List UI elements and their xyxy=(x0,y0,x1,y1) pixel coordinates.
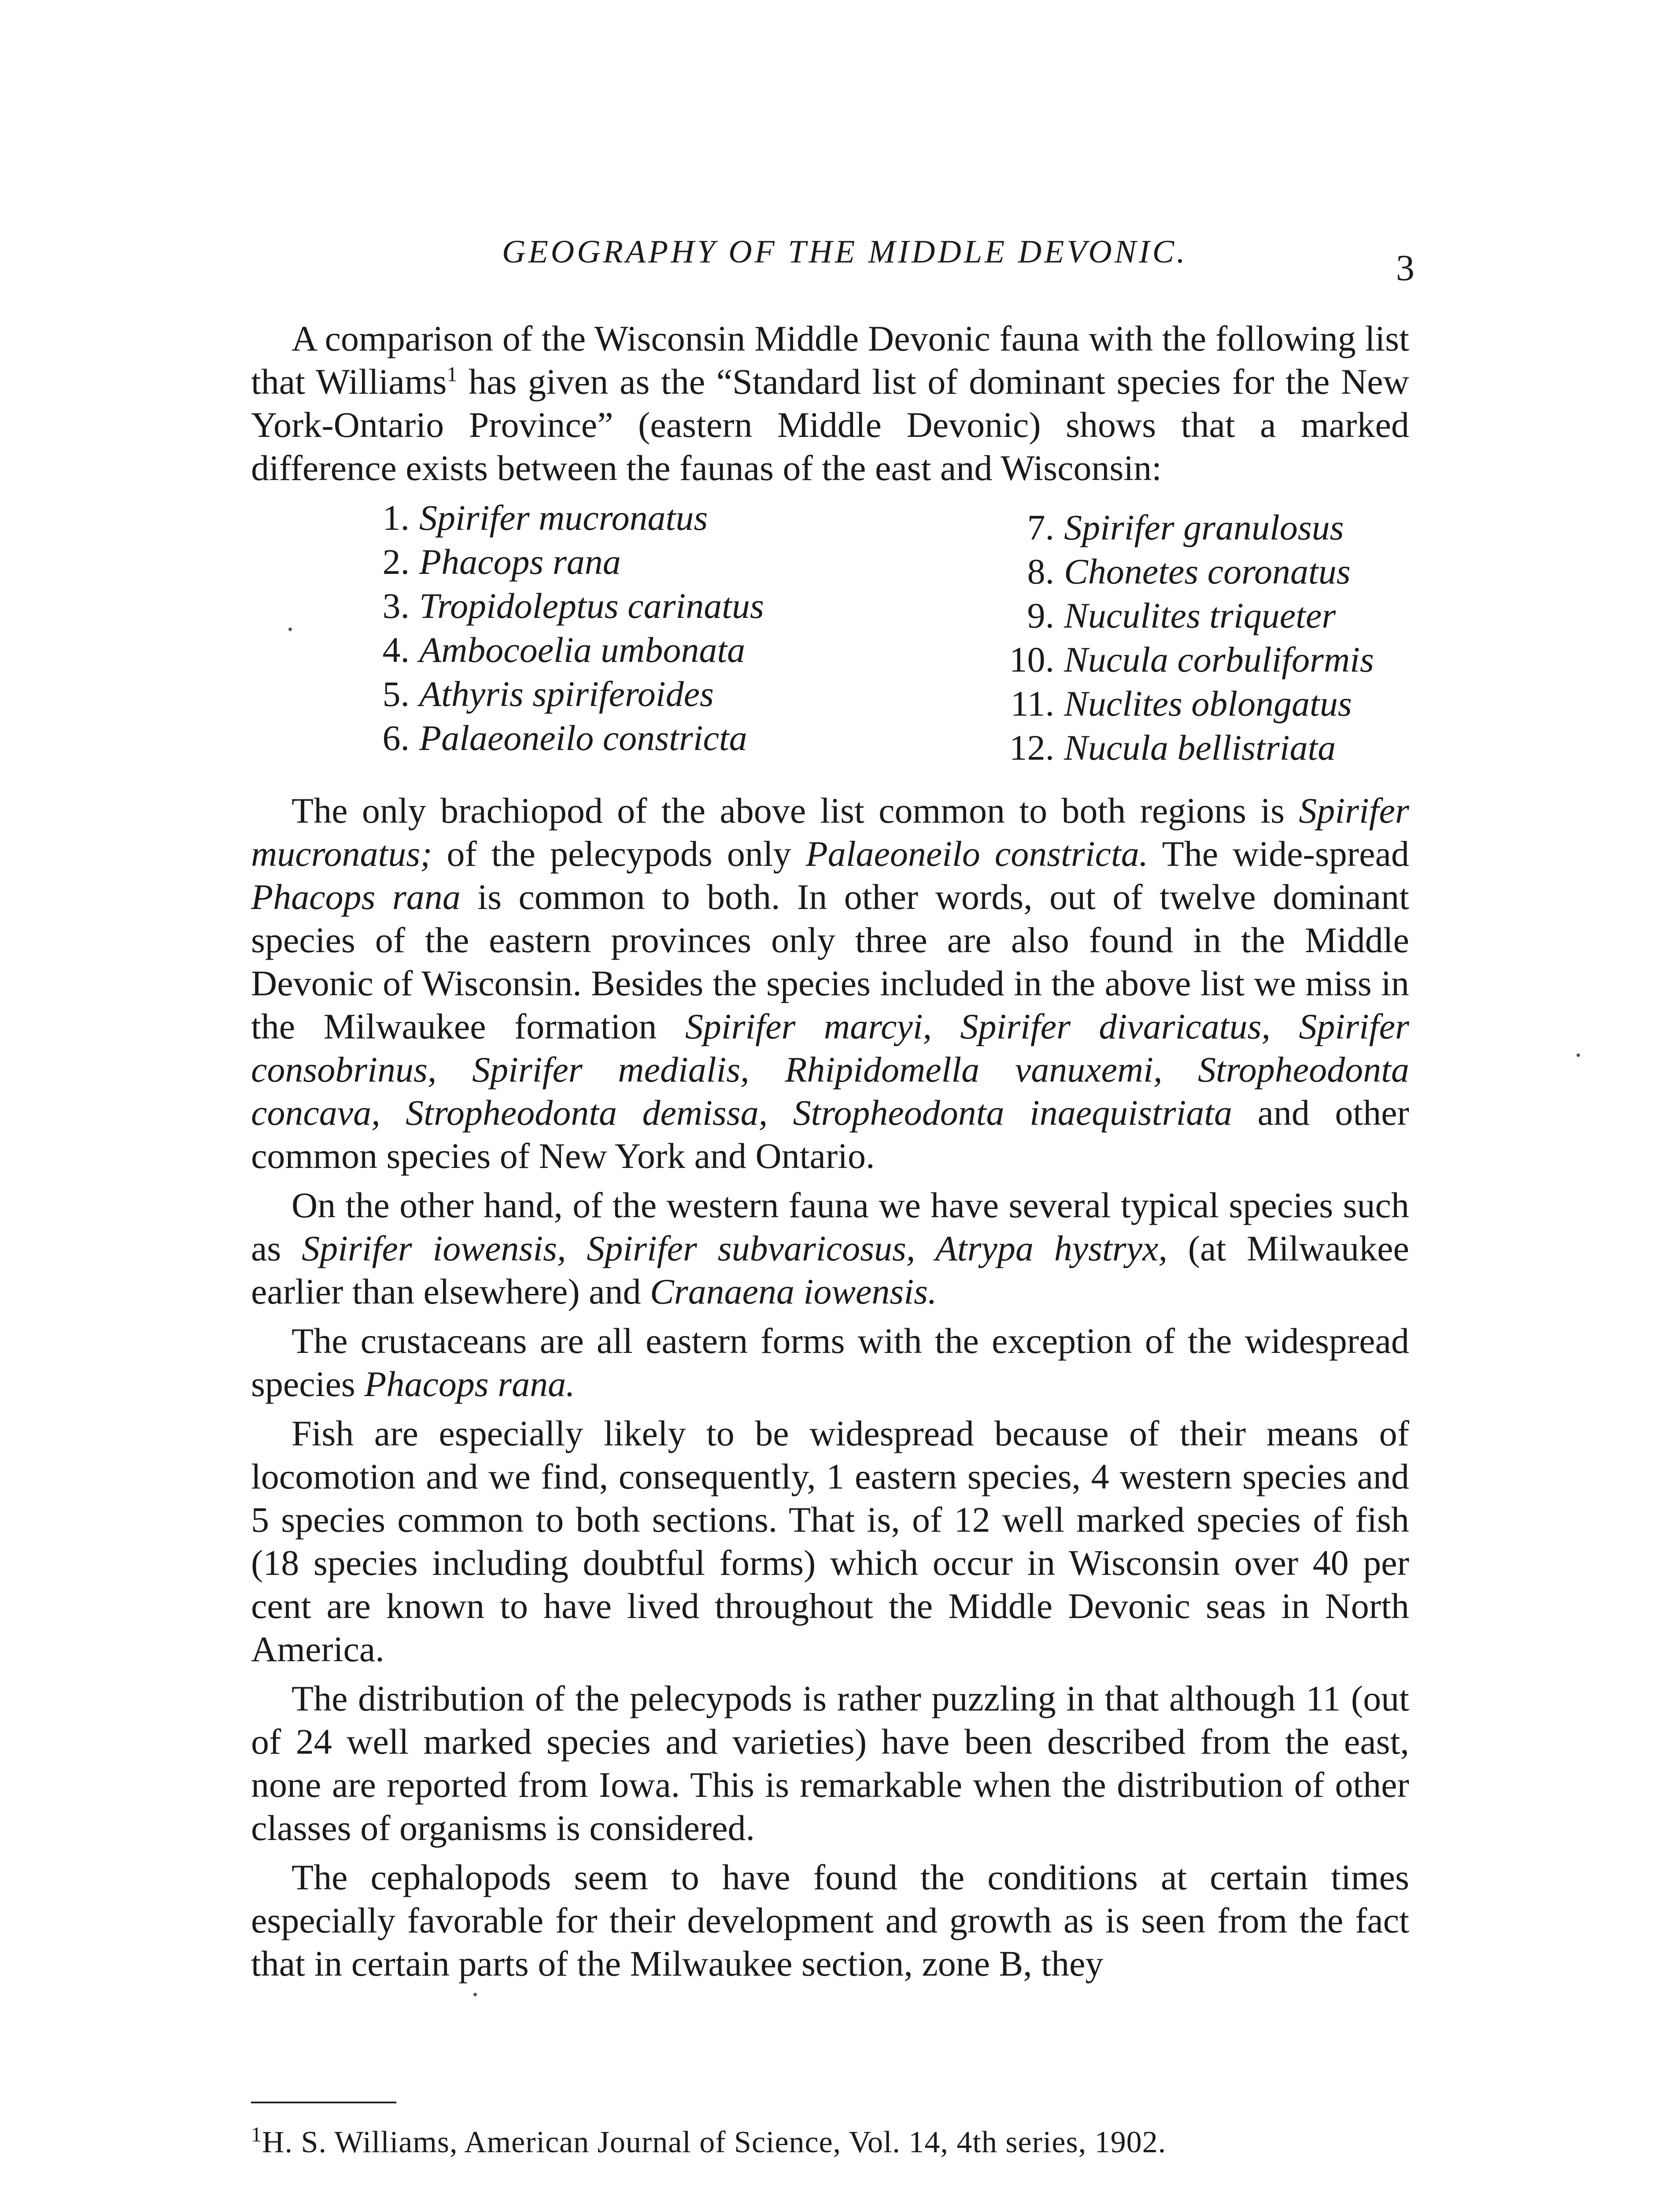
species-item xyxy=(357,716,764,760)
species-number: 1. xyxy=(382,498,410,538)
paragraph-western-fauna xyxy=(251,1184,1409,1313)
paragraph-text: of the pelecypods only xyxy=(432,834,806,874)
species-column-right xyxy=(997,496,1374,770)
intro-text-b: has given as the “Standard list of dominant species for the New York-Ontario Province” (eastern Middle Devonic) shows that a marked difference exists between the faunas of the east and Wisconsin: xyxy=(251,362,1409,488)
species-name-inline: Cranaena iowensis. xyxy=(650,1271,937,1312)
paragraph-crustaceans xyxy=(251,1319,1409,1406)
species-name: Ambocoelia umbonata xyxy=(419,630,746,670)
paragraph-text: The only brachiopod of the above list common to both regions is xyxy=(292,791,1299,831)
species-name: Spirifer granulosus xyxy=(1064,507,1344,547)
scan-speck xyxy=(473,1993,477,1996)
intro-text-a: A comparison of the Wisconsin Middle Devonic fauna with the following list that Williams xyxy=(251,318,1409,402)
species-item xyxy=(997,682,1374,726)
body-text xyxy=(251,317,1409,1991)
running-head: GEOGRAPHY OF THE MIDDLE DEVONIC. xyxy=(502,234,1188,270)
species-number: 2. xyxy=(382,542,410,582)
paragraph-text: On the other hand, of the western fauna we have several typical species such as xyxy=(251,1185,1409,1268)
footnote-marker: 1 xyxy=(251,2123,262,2147)
species-number: 12. xyxy=(1009,728,1055,768)
species-item xyxy=(997,638,1374,682)
species-number: 11. xyxy=(1010,684,1055,724)
species-column-left xyxy=(357,496,764,770)
page-number: 3 xyxy=(1396,248,1414,288)
species-number: 4. xyxy=(382,630,410,670)
species-item xyxy=(357,584,764,628)
species-name-inline: Spirifer iowensis, Spirifer subvaricosus, Atrypa hystryx, xyxy=(302,1228,1167,1268)
species-name: Nucula corbuliformis xyxy=(1064,639,1374,680)
paragraph-text: and other common species of New York and Ontario. xyxy=(251,1093,1409,1176)
species-item xyxy=(997,506,1374,550)
species-number: 6. xyxy=(382,718,410,758)
intro-paragraph xyxy=(251,317,1409,490)
species-list xyxy=(251,496,1409,770)
paragraph-pelecypods: The distribution of the pelecypods is rather puzzling in that although 11 (out of 24 well marked species and varieties) have been described from the east, none are reported from Iowa. This is remarkable when the distribution of other classes of organisms is considered. xyxy=(251,1678,1409,1848)
species-name-inline: Spirifer mucronatus; xyxy=(251,791,1409,874)
species-name: Nuculites triqueter xyxy=(1064,595,1336,635)
species-number: 8. xyxy=(1027,551,1055,591)
species-item xyxy=(997,594,1374,638)
species-name-inline: Palaeoneilo constricta. xyxy=(805,834,1148,874)
scan-speck xyxy=(1577,1053,1580,1057)
footnote-rule xyxy=(251,2102,396,2103)
species-number: 3. xyxy=(382,586,410,626)
species-item xyxy=(357,628,764,672)
species-name: Tropidoleptus carinatus xyxy=(419,586,764,626)
species-item xyxy=(357,672,764,716)
footnote-text: H. S. Williams, American Journal of Science, Vol. 14, 4th series, 1902. xyxy=(262,2125,1167,2159)
species-number: 10. xyxy=(1009,639,1055,680)
species-name: Phacops rana xyxy=(419,542,621,582)
species-number: 7. xyxy=(1027,507,1055,547)
scan-speck xyxy=(288,628,292,631)
species-item xyxy=(997,550,1374,594)
paragraph-text: (at Milwaukee earlier than elsewhere) and xyxy=(251,1228,1409,1312)
species-item xyxy=(997,726,1374,770)
species-name-inline: Spirifer marcyi, Spirifer divaricatus, Spirifer consobrinus, Spirifer medialis, Rhipidomella vanuxemi, Stropheodonta concava, Stropheodonta demissa, Stropheodonta inaequistriata xyxy=(251,1006,1410,1133)
paragraph-text: The crustaceans are all eastern forms with the exception of the widespread species xyxy=(251,1321,1409,1404)
species-number: 9. xyxy=(1027,595,1055,635)
species-item xyxy=(357,540,764,584)
species-name-inline: Phacops rana. xyxy=(364,1364,575,1404)
species-name-inline: Phacops rana xyxy=(251,877,461,917)
paragraph-cephalopods: The cephalopods seem to have found the conditions at certain times especially favorable for their development and growth as is seen from the fact that in certain parts of the Milwaukee section, zone B, they xyxy=(251,1857,1409,1984)
footnote xyxy=(251,2123,1409,2162)
species-name: Chonetes coronatus xyxy=(1064,551,1351,591)
paragraph-fish: Fish are especially likely to be widespread because of their means of locomotion and we find, consequently, 1 eastern species, 4 western species and 5 species common to both sections. That is, of 12 well marked species of fish (18 species including doubtful forms) which occur in Wisconsin over 40 per cent are known to have lived throughout the Middle Devonic seas in North America. xyxy=(251,1413,1409,1669)
species-item xyxy=(357,496,764,540)
footnote-reference: 1 xyxy=(447,362,458,386)
species-name: Nuclites oblongatus xyxy=(1064,684,1352,724)
species-name: Palaeoneilo constricta xyxy=(419,718,747,758)
species-name: Spirifer mucronatus xyxy=(419,498,708,538)
species-number: 5. xyxy=(382,674,410,714)
species-name: Nucula bellistriata xyxy=(1064,728,1336,768)
paragraph-text: The wide-spread xyxy=(1148,834,1409,874)
species-name: Athyris spiriferoides xyxy=(419,674,714,714)
paragraph-text: is common to both. In other words, out of twelve dominant species of the eastern provinces only three are also found in the Middle Devonic of Wisconsin. Besides the species included in the above list we miss in the Milwaukee formation xyxy=(251,877,1409,1046)
paragraph-brachiopod xyxy=(251,789,1409,1178)
